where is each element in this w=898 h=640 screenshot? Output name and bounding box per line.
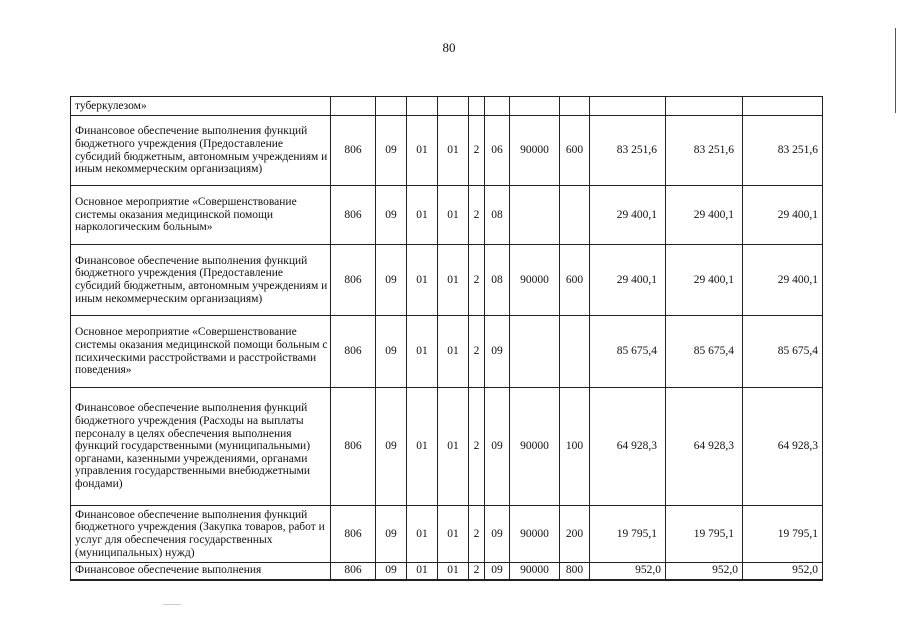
table-row <box>71 506 823 563</box>
cell-subsection-code: 01 <box>407 186 438 245</box>
row-description: Финансовое обеспечение выполнения <box>71 563 331 580</box>
cell-amount-2: 64 928,3 <box>666 388 743 506</box>
cell-program-code: 01 <box>438 506 469 563</box>
cell-section-code: 09 <box>376 316 407 388</box>
cell-activity-code <box>485 97 510 116</box>
row-description: туберкулезом» <box>71 97 331 116</box>
table-row <box>71 563 823 580</box>
cell-amount-2: 83 251,6 <box>666 116 743 186</box>
cell-activity-code: 09 <box>485 506 510 563</box>
cell-expense-type: 100 <box>560 388 590 506</box>
row-description: Основное мероприятие «Совершенствование системы оказания медицинской помощи больным с психическими расстройствами и расстройствами поведения» <box>71 316 331 388</box>
cell-amount-2: 19 795,1 <box>666 506 743 563</box>
cell-section-code: 09 <box>376 506 407 563</box>
cell-subprogram-code: 2 <box>469 506 485 563</box>
cell-subsection-code <box>407 97 438 116</box>
cell-amount-1: 952,0 <box>590 563 666 580</box>
cell-amount-2: 85 675,4 <box>666 316 743 388</box>
page-edge-mark <box>895 28 896 113</box>
cell-subsection-code: 01 <box>407 563 438 580</box>
cell-section-code: 09 <box>376 388 407 506</box>
cell-direction-code <box>510 316 560 388</box>
cell-program-code <box>438 97 469 116</box>
cell-subsection-code: 01 <box>407 388 438 506</box>
cell-amount-3: 952,0 <box>743 563 823 580</box>
table-row <box>71 316 823 388</box>
cell-ministry-code: 806 <box>331 388 376 506</box>
cell-direction-code <box>510 97 560 116</box>
cell-section-code <box>376 97 407 116</box>
cell-amount-2: 29 400,1 <box>666 245 743 316</box>
cell-ministry-code: 806 <box>331 186 376 245</box>
cell-subprogram-code: 2 <box>469 245 485 316</box>
row-description: Финансовое обеспечение выполнения функций бюджетного учреждения (Расходы на выплаты персоналу в целях обеспечения выполнения функций государственными (муниципальными) органами, казенными учреждениями, органами управления государственными внебюджетными фондами) <box>71 388 331 506</box>
cell-program-code: 01 <box>438 316 469 388</box>
cell-expense-type: 200 <box>560 506 590 563</box>
cell-amount-3 <box>743 97 823 116</box>
cell-activity-code: 09 <box>485 316 510 388</box>
cell-direction-code: 90000 <box>510 563 560 580</box>
cell-amount-3: 29 400,1 <box>743 186 823 245</box>
cell-activity-code: 08 <box>485 186 510 245</box>
cell-expense-type <box>560 186 590 245</box>
cell-ministry-code: 806 <box>331 563 376 580</box>
cell-subprogram-code: 2 <box>469 316 485 388</box>
cell-expense-type: 600 <box>560 116 590 186</box>
cell-subprogram-code: 2 <box>469 563 485 580</box>
row-description: Основное мероприятие «Совершенствование системы оказания медицинской помощи наркологическим больным» <box>71 186 331 245</box>
cell-section-code: 09 <box>376 186 407 245</box>
budget-table <box>70 96 823 581</box>
cell-amount-1: 85 675,4 <box>590 316 666 388</box>
table-row <box>71 388 823 506</box>
cell-expense-type: 600 <box>560 245 590 316</box>
cell-subprogram-code <box>469 97 485 116</box>
cell-subsection-code: 01 <box>407 316 438 388</box>
cell-direction-code: 90000 <box>510 506 560 563</box>
cell-program-code: 01 <box>438 245 469 316</box>
table-row <box>71 97 823 116</box>
cell-ministry-code <box>331 97 376 116</box>
cell-subprogram-code: 2 <box>469 388 485 506</box>
cell-subsection-code: 01 <box>407 506 438 563</box>
table-row <box>71 245 823 316</box>
cell-ministry-code: 806 <box>331 316 376 388</box>
cell-subsection-code: 01 <box>407 116 438 186</box>
cell-direction-code <box>510 186 560 245</box>
table-row <box>71 186 823 245</box>
cell-program-code: 01 <box>438 563 469 580</box>
scan-artifact <box>163 604 181 605</box>
cell-section-code: 09 <box>376 116 407 186</box>
cell-amount-2 <box>666 97 743 116</box>
cell-amount-1: 29 400,1 <box>590 245 666 316</box>
cell-amount-2: 952,0 <box>666 563 743 580</box>
cell-program-code: 01 <box>438 388 469 506</box>
cell-ministry-code: 806 <box>331 116 376 186</box>
cell-ministry-code: 806 <box>331 245 376 316</box>
cell-expense-type <box>560 316 590 388</box>
cell-amount-3: 85 675,4 <box>743 316 823 388</box>
cell-ministry-code: 806 <box>331 506 376 563</box>
cell-amount-1: 19 795,1 <box>590 506 666 563</box>
cell-subsection-code: 01 <box>407 245 438 316</box>
cell-amount-1 <box>590 97 666 116</box>
cell-program-code: 01 <box>438 186 469 245</box>
cell-activity-code: 09 <box>485 388 510 506</box>
cell-amount-1: 29 400,1 <box>590 186 666 245</box>
row-description: Финансовое обеспечение выполнения функций бюджетного учреждения (Закупка товаров, работ и услуг для обеспечения государственных (муниципальных) нужд) <box>71 506 331 563</box>
cell-amount-1: 83 251,6 <box>590 116 666 186</box>
cell-expense-type <box>560 97 590 116</box>
row-description: Финансовое обеспечение выполнения функций бюджетного учреждения (Предоставление субсидий бюджетным, автономным учреждениям и иным некоммерческим организациям) <box>71 116 331 186</box>
cell-activity-code: 06 <box>485 116 510 186</box>
cell-section-code: 09 <box>376 563 407 580</box>
cell-amount-1: 64 928,3 <box>590 388 666 506</box>
table-row <box>71 116 823 186</box>
cell-section-code: 09 <box>376 245 407 316</box>
cell-subprogram-code: 2 <box>469 116 485 186</box>
cell-activity-code: 08 <box>485 245 510 316</box>
page-number: 80 <box>442 40 456 55</box>
row-description: Финансовое обеспечение выполнения функций бюджетного учреждения (Предоставление субсидий бюджетным, автономным учреждениям и иным некоммерческим организациям) <box>71 245 331 316</box>
cell-subprogram-code: 2 <box>469 186 485 245</box>
cell-amount-2: 29 400,1 <box>666 186 743 245</box>
budget-table-body <box>71 97 823 580</box>
cell-amount-3: 83 251,6 <box>743 116 823 186</box>
cell-expense-type: 800 <box>560 563 590 580</box>
cell-amount-3: 19 795,1 <box>743 506 823 563</box>
cell-amount-3: 64 928,3 <box>743 388 823 506</box>
cell-direction-code: 90000 <box>510 245 560 316</box>
cell-direction-code: 90000 <box>510 116 560 186</box>
cell-program-code: 01 <box>438 116 469 186</box>
cell-activity-code: 09 <box>485 563 510 580</box>
cell-direction-code: 90000 <box>510 388 560 506</box>
cell-amount-3: 29 400,1 <box>743 245 823 316</box>
